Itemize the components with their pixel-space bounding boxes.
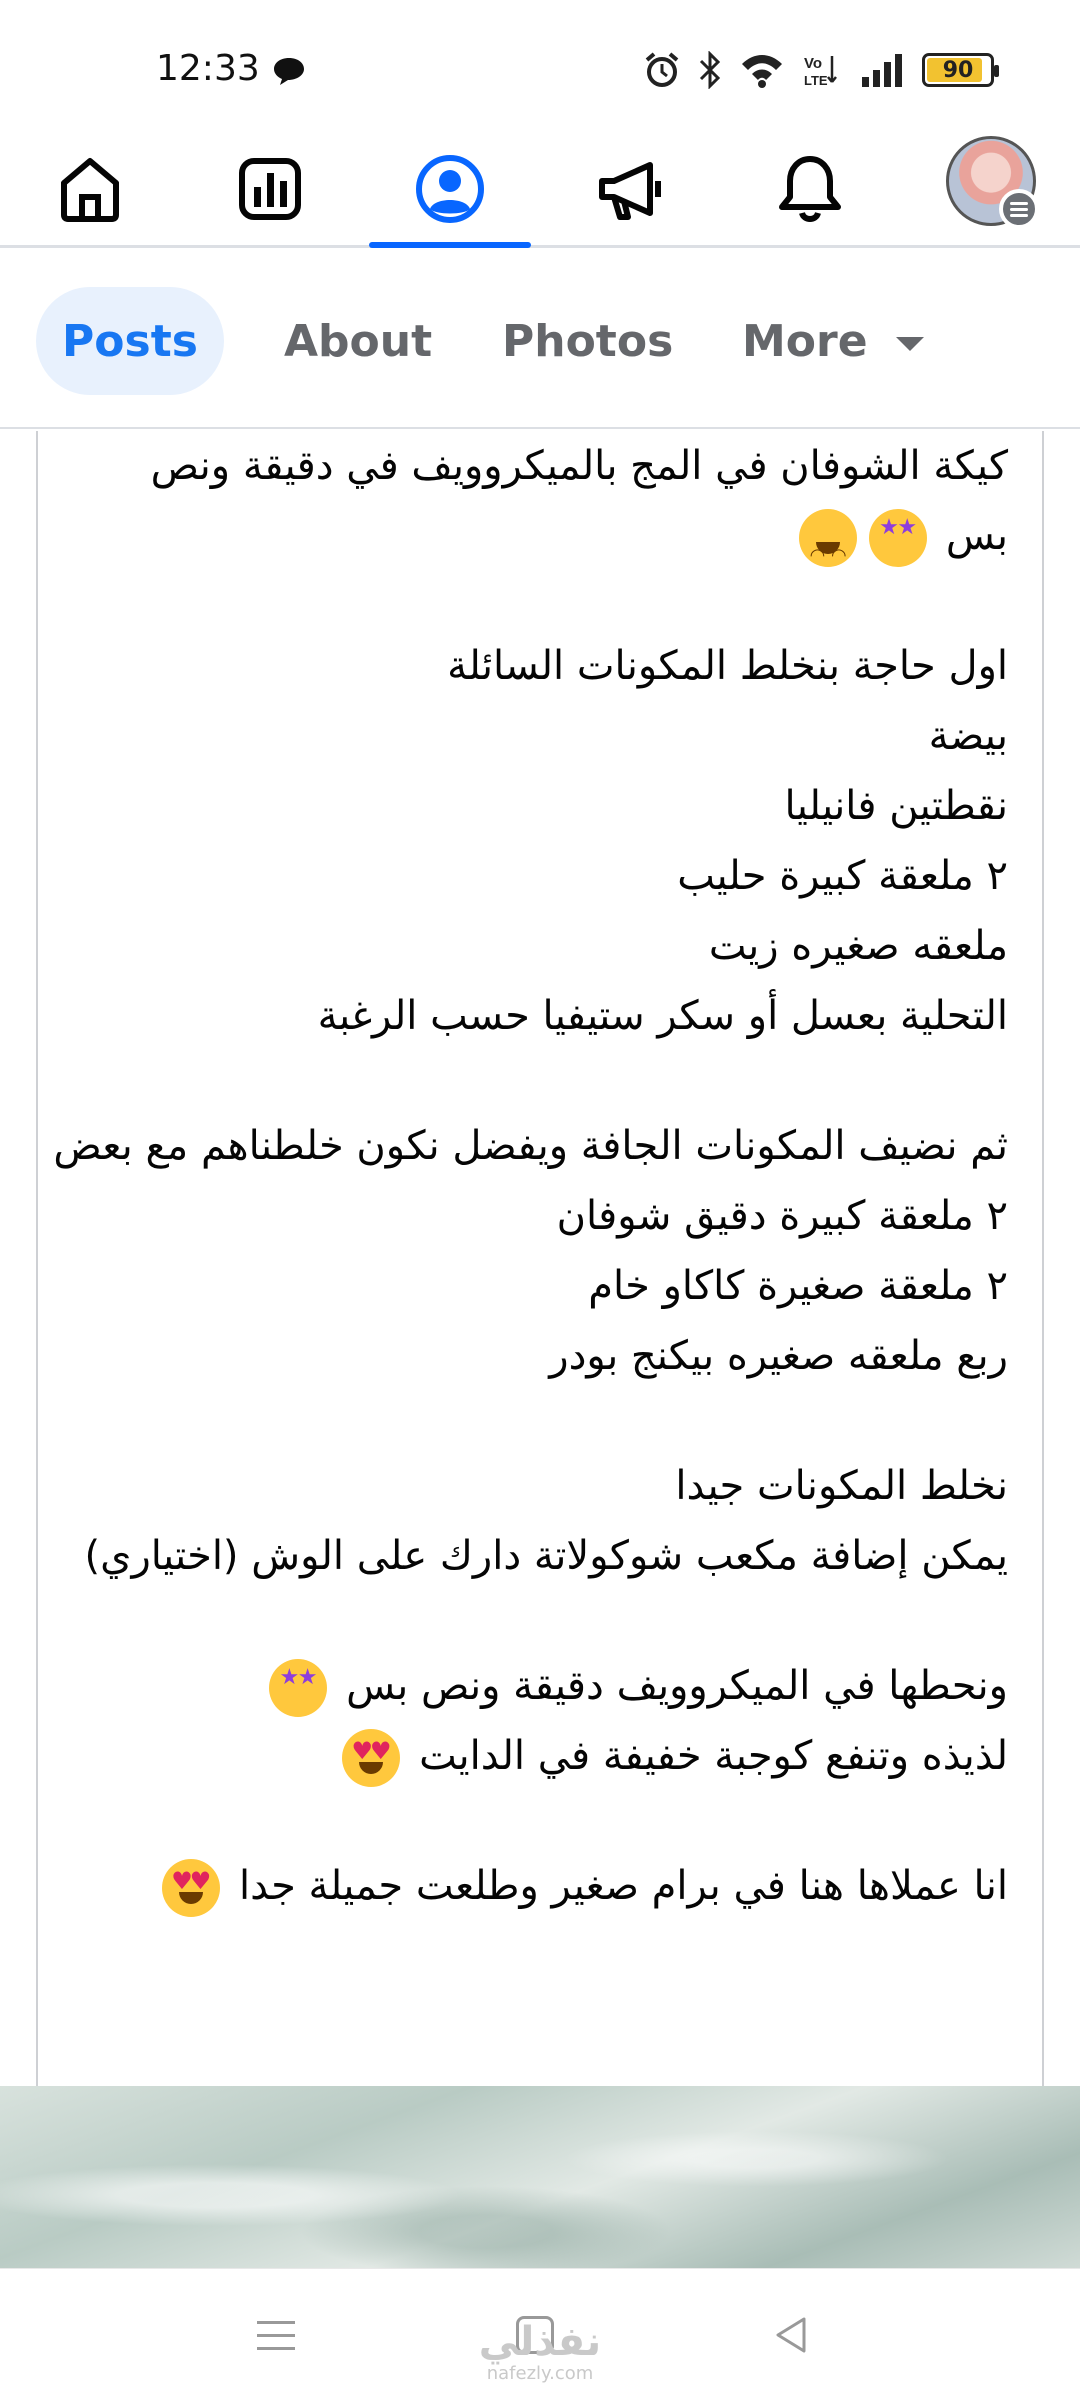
post-line: ملعقه صغيره زيت <box>708 923 1008 969</box>
menu-icon[interactable] <box>246 2305 306 2365</box>
status-bar <box>0 0 1080 130</box>
post-line: التحلية بعسل أو سكر ستيفيا حسب الرغبة <box>317 993 1008 1039</box>
nav-home[interactable] <box>10 130 170 248</box>
post-line: نقطتين فانيليا <box>784 783 1008 829</box>
post-line: ٢ ملعقة صغيرة كاكاو خام <box>588 1263 1008 1309</box>
svg-text:LTE: LTE <box>804 73 828 88</box>
tab-more-label: More <box>742 315 868 367</box>
post-line: يمكن إضافة مكعب شوكولاتة دارك على الوش (اختياري) <box>84 1533 1008 1579</box>
post-line: انا عملاها هنا في برام صغير وطلعت جميلة جدا ♥ ♥ <box>48 1851 1008 1921</box>
star-struck-emoji-icon <box>269 1659 327 1717</box>
watermark-latin: nafezly.com <box>486 2363 594 2384</box>
wifi-icon <box>740 52 784 88</box>
status-icons <box>644 48 994 92</box>
profile-tabs <box>0 251 1080 429</box>
battery-icon <box>922 53 994 87</box>
battery-level: 90 <box>942 57 974 83</box>
megaphone-icon <box>592 151 668 227</box>
nav-notifications[interactable] <box>730 130 890 248</box>
post-photo[interactable] <box>0 2086 1080 2268</box>
heart-eyes-emoji-icon <box>162 1859 220 1917</box>
bluetooth-icon <box>698 51 722 89</box>
tab-photos[interactable]: Photos <box>502 315 674 367</box>
back-triangle-icon[interactable] <box>762 2305 822 2365</box>
post-line: بس ★ ★◠ ◠ <box>48 501 1008 571</box>
watermark-arabic: نفذلي <box>478 2319 602 2365</box>
tab-about[interactable]: About <box>284 315 433 367</box>
bell-icon <box>772 151 848 227</box>
menu-badge-icon <box>999 189 1039 229</box>
post-line: نخلط المكونات جيدا <box>675 1463 1008 1509</box>
svg-text:Vo: Vo <box>804 55 823 72</box>
post-line: ونحطها في الميكروويف دقيقة ونص بس ★ ★ <box>48 1651 1008 1721</box>
post-text <box>48 431 1008 1921</box>
post-line: لذيذه وتنفع كوجبة خفيفة في الدايت ♥ ♥ <box>48 1721 1008 1791</box>
avatar[interactable] <box>946 136 1036 226</box>
star-struck-emoji-icon <box>869 509 927 567</box>
volte-icon <box>802 52 842 88</box>
nav-dashboard[interactable] <box>190 130 350 248</box>
nav-active-indicator <box>369 242 531 248</box>
post-line: ٢ ملعقة كبيرة حليب <box>677 853 1008 899</box>
post-line: اول حاجة بنخلط المكونات السائلة <box>447 643 1008 689</box>
post-card <box>36 431 1044 2086</box>
post-line: كيكة الشوفان في المج بالميكروويف في دقيقة ونص <box>150 443 1008 489</box>
tab-posts[interactable]: Posts <box>36 287 224 395</box>
profile-icon <box>412 151 488 227</box>
dashboard-icon <box>232 151 308 227</box>
heart-eyes-emoji-icon <box>342 1729 400 1787</box>
home-icon <box>52 151 128 227</box>
tab-more[interactable] <box>742 287 924 395</box>
status-time: 12:33 <box>156 48 260 89</box>
post-line: ربع ملعقه صغيره بيكنج بودر <box>549 1333 1008 1379</box>
signal-icon <box>860 53 904 87</box>
post-line: ٢ ملعقة كبيرة دقيق شوفان <box>556 1193 1008 1239</box>
smiling-emoji-icon <box>799 509 857 567</box>
chat-bubble-icon <box>272 56 306 86</box>
nav-ads[interactable] <box>550 130 710 248</box>
post-line: بيضة <box>928 713 1008 759</box>
alarm-icon <box>644 51 680 89</box>
caret-down-icon <box>896 337 924 351</box>
top-nav <box>0 130 1080 248</box>
watermark <box>470 2320 610 2384</box>
post-line: ثم نضيف المكونات الجافة ويفضل نكون خلطناهم مع بعض <box>53 1123 1008 1169</box>
nav-profile[interactable] <box>370 130 530 248</box>
